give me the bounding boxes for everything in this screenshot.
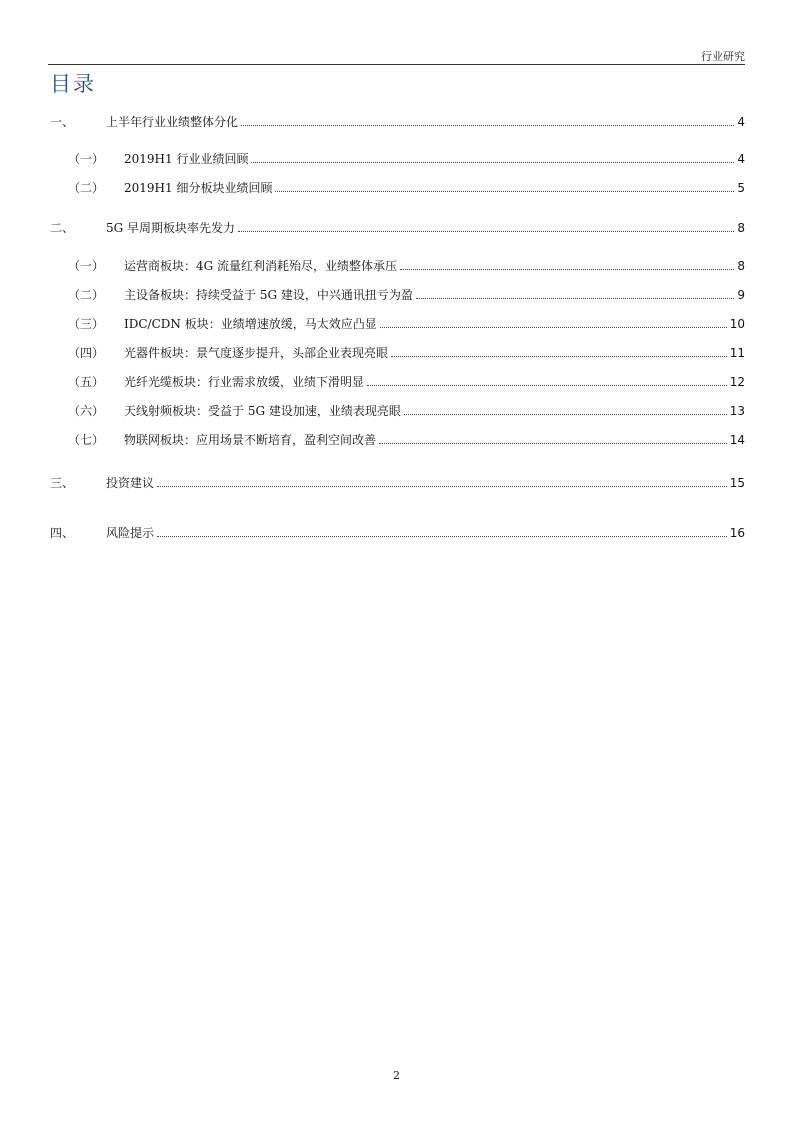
toc-entry-title: 投资建议 — [106, 476, 155, 490]
toc-leader-dots — [416, 298, 735, 299]
toc-entry[interactable] — [48, 522, 745, 540]
toc-entry[interactable] — [48, 371, 745, 389]
toc-entry-number: （三） — [68, 317, 105, 331]
toc-leader-dots — [367, 385, 727, 386]
toc-entry-number: （四） — [68, 346, 105, 360]
toc-entry-number: （二） — [68, 288, 105, 302]
toc-leader-dots — [251, 162, 734, 163]
toc-entry-page: 11 — [729, 346, 745, 360]
toc-entry[interactable] — [48, 177, 745, 195]
toc-entry-title: 光器件板块：景气度逐步提升，头部企业表现亮眼 — [124, 346, 389, 360]
toc-entry-title: 2019H1 行业业绩回顾 — [124, 152, 249, 166]
toc-entry[interactable] — [48, 429, 745, 447]
toc-entry-title: 天线射频板块：受益于 5G 建设加速，业绩表现亮眼 — [124, 404, 401, 418]
toc-entry-page: 8 — [737, 221, 745, 235]
toc-entry-title: 运营商板块：4G 流量红利消耗殆尽，业绩整体承压 — [124, 259, 398, 273]
toc-entry-number: 一、 — [50, 115, 75, 129]
toc-entry-page: 8 — [737, 259, 745, 273]
toc-leader-dots — [380, 327, 727, 328]
toc-entry-number: （一） — [68, 152, 105, 166]
toc-entry-number: 三、 — [50, 476, 75, 490]
toc-entry-page: 13 — [729, 404, 745, 418]
toc-entry-title: 主设备板块：持续受益于 5G 建设，中兴通讯扭亏为盈 — [124, 288, 413, 302]
toc-entry[interactable] — [48, 472, 745, 490]
toc-leader-dots — [404, 414, 727, 415]
toc-entry-page: 14 — [729, 433, 745, 447]
toc-leader-dots — [157, 536, 727, 537]
toc-entry-title: 上半年行业业绩整体分化 — [106, 115, 239, 129]
toc-entry-page: 16 — [729, 526, 745, 540]
toc-entry-number: （七） — [68, 433, 105, 447]
toc-entry[interactable] — [48, 217, 745, 235]
toc-entry-page: 10 — [729, 317, 745, 331]
toc-leader-dots — [379, 443, 727, 444]
toc-entry[interactable] — [48, 400, 745, 418]
toc-entry[interactable] — [48, 342, 745, 360]
toc-entry-title: 5G 早周期板块率先发力 — [106, 221, 236, 235]
toc-entry[interactable] — [48, 255, 745, 273]
toc-entry-page: 4 — [737, 115, 745, 129]
toc-entry-number: （五） — [68, 375, 105, 389]
toc-entry-number: 二、 — [50, 221, 75, 235]
toc-entry-number: （一） — [68, 259, 105, 273]
toc-title: 目录 — [50, 72, 96, 96]
toc-leader-dots — [391, 356, 727, 357]
toc-entry-title: 风险提示 — [106, 526, 155, 540]
toc-leader-dots — [400, 269, 734, 270]
toc-entry-page: 5 — [737, 181, 745, 195]
header-section-label: 行业研究 — [701, 50, 745, 63]
toc-leader-dots — [238, 231, 734, 232]
toc-leader-dots — [157, 486, 727, 487]
toc-entry-page: 4 — [737, 152, 745, 166]
toc-leader-dots — [275, 191, 734, 192]
toc-entry-number: （六） — [68, 404, 105, 418]
toc-entry-number: 四、 — [50, 526, 75, 540]
toc-entry-title: 2019H1 细分板块业绩回顾 — [124, 181, 273, 195]
toc-entry-page: 12 — [729, 375, 745, 389]
toc-entry-title: IDC/CDN 板块：业绩增速放缓，马太效应凸显 — [124, 317, 377, 331]
toc-entry[interactable] — [48, 111, 745, 129]
toc-entry-title: 物联网板块：应用场景不断培育，盈利空间改善 — [124, 433, 377, 447]
toc-entry[interactable] — [48, 148, 745, 166]
toc-entry-number: （二） — [68, 181, 105, 195]
toc-entry-title: 光纤光缆板块：行业需求放缓，业绩下滑明显 — [124, 375, 365, 389]
toc-entry-page: 9 — [737, 288, 745, 302]
page-number: 2 — [393, 1069, 400, 1082]
toc-entry[interactable] — [48, 284, 745, 302]
toc-leader-dots — [241, 125, 734, 126]
toc-entry-page: 15 — [729, 476, 745, 490]
toc-entry[interactable] — [48, 313, 745, 331]
